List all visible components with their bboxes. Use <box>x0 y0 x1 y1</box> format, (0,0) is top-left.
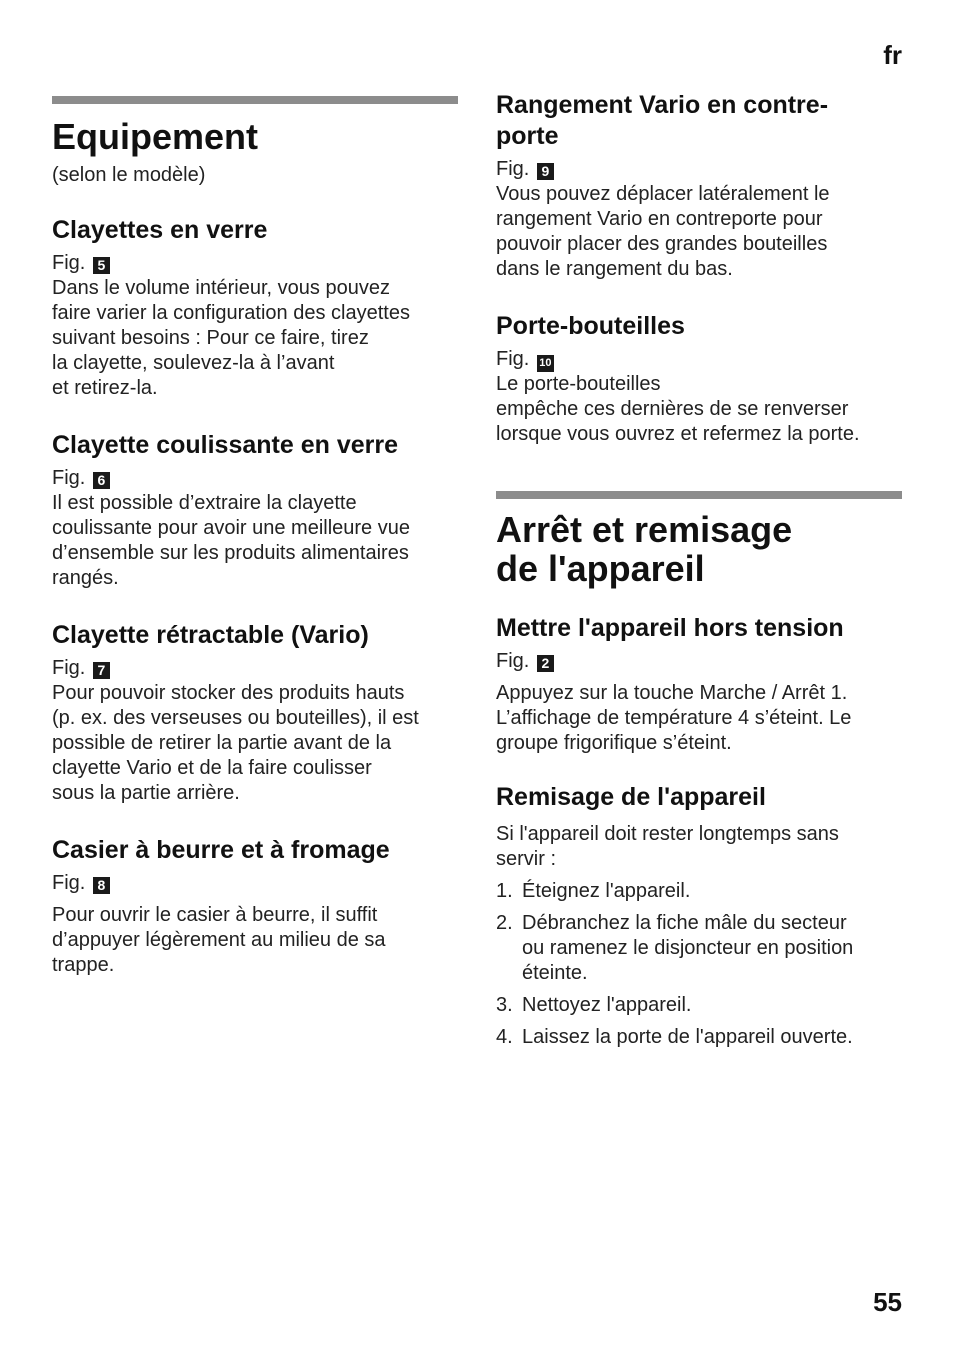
fig-number-badge: 6 <box>93 472 110 489</box>
heading-clayette-retractable: Clayette rétractable (Vario) <box>52 621 369 649</box>
list-item: 2. Débranchez la fiche mâle du secteur ou ramenez le disjoncteur en position éteinte. <box>496 912 854 984</box>
heading-remisage: Remisage de l'appareil <box>496 783 766 811</box>
paragraph: Dans le volume intérieur, vous pouvez faire varier la configuration des clayettes suivant besoins : Pour ce faire, tirez la clayette, soulevez-la à l’avant et retirez-la. <box>52 277 410 399</box>
fig-number-badge: 2 <box>537 655 554 672</box>
fig-ref: Fig. 2 <box>496 649 902 674</box>
fig-ref: Fig. 6 <box>52 466 458 491</box>
paragraph: Le porte-bouteilles empêche ces dernières de se renverser lorsque vous ouvrez et refermez la porte. <box>496 373 860 445</box>
fig-ref: Fig. 9 <box>496 157 902 182</box>
section-title-arret: Arrêt et remisage de l'appareil <box>496 509 793 589</box>
heading-rangement-vario: Rangement Vario en contre- porte <box>496 91 829 150</box>
fig-ref: Fig. 10 <box>496 347 902 372</box>
fig-number-badge: 5 <box>93 257 110 274</box>
fig-number-badge: 10 <box>537 355 554 372</box>
right-column <box>496 90 902 1050</box>
paragraph: Si l'appareil doit rester longtemps sans servir : <box>496 823 839 870</box>
fig-ref: Fig. 8 <box>52 871 458 896</box>
paragraph: Pour ouvrir le casier à beurre, il suffit d’appuyer légèrement au milieu de sa trappe. <box>52 904 386 976</box>
fig-number-badge: 7 <box>93 662 110 679</box>
heading-clayette-coulissante: Clayette coulissante en verre <box>52 431 398 459</box>
list-item: 3. Nettoyez l'appareil. <box>496 994 692 1016</box>
page-number: 55 <box>873 1287 902 1317</box>
steps-list <box>496 879 902 1050</box>
section-title-equipement: Equipement <box>52 116 259 157</box>
language-label: fr <box>883 40 902 70</box>
left-column <box>52 96 458 978</box>
heading-porte-bouteilles: Porte-bouteilles <box>496 312 685 340</box>
section-rule <box>496 491 902 499</box>
subtitle: (selon le modèle) <box>52 164 206 186</box>
fig-number-badge: 8 <box>93 877 110 894</box>
list-item: 1. Éteignez l'appareil. <box>496 880 691 902</box>
paragraph: Pour pouvoir stocker des produits hauts (p. ex. des verseuses ou bouteilles), il est possible de retirer la partie avant de la clayette Vario et de la faire coulisser sous la partie arrière. <box>52 682 419 804</box>
list-item: 4. Laissez la porte de l'appareil ouverte. <box>496 1026 853 1048</box>
paragraph: Vous pouvez déplacer latéralement le rangement Vario en contreporte pour pouvoir placer des grandes bouteilles dans le rangement du bas. <box>496 183 830 280</box>
heading-casier-beurre: Casier à beurre et à fromage <box>52 836 390 864</box>
fig-ref: Fig. 7 <box>52 656 458 681</box>
section-rule <box>52 96 458 104</box>
heading-hors-tension: Mettre l'appareil hors tension <box>496 614 844 642</box>
fig-number-badge: 9 <box>537 163 554 180</box>
heading-clayettes-verre: Clayettes en verre <box>52 216 268 244</box>
fig-ref: Fig. 5 <box>52 251 458 276</box>
paragraph: Il est possible d’extraire la clayette coulissante pour avoir une meilleure vue d’ensemble sur les produits alimentaires rangés. <box>52 492 410 589</box>
paragraph: Appuyez sur la touche Marche / Arrêt 1. L’affichage de température 4 s’éteint. Le groupe frigorifique s’éteint. <box>496 682 852 754</box>
